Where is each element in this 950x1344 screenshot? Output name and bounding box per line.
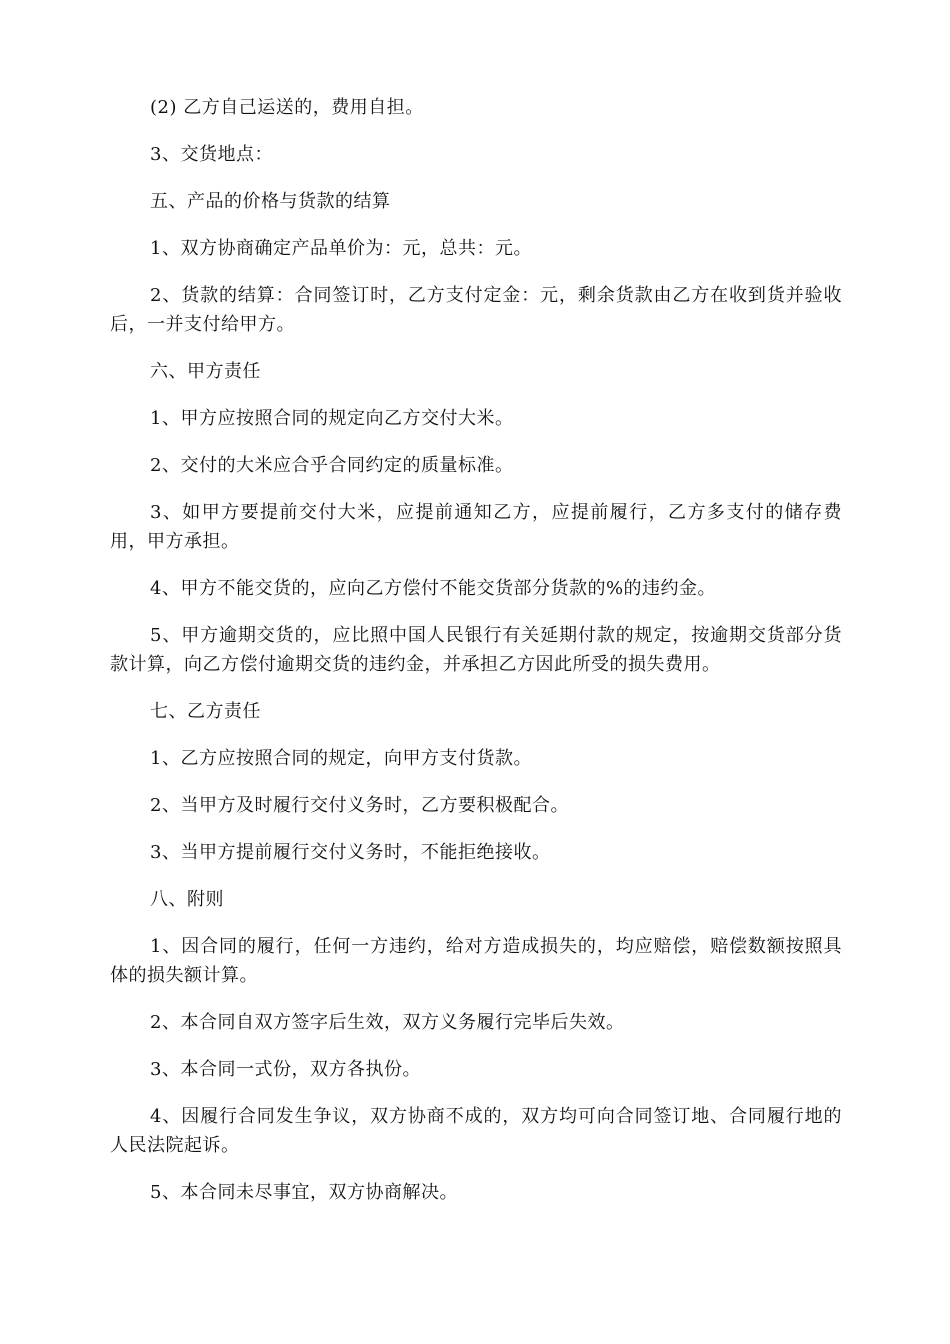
- clause-party-a-quality: 2、交付的大米应合乎合同约定的质量标准。: [150, 455, 514, 476]
- clause-party-a-non-delivery: 4、甲方不能交货的，应向乙方偿付不能交货部分货款的%的违约金。: [150, 578, 717, 599]
- clause-unresolved-matters: 5、本合同未尽事宜，双方协商解决。: [150, 1182, 458, 1203]
- clause-delivery-location: 3、交货地点：: [150, 144, 273, 165]
- clause-party-b-cooperate: 2、当甲方及时履行交付义务时，乙方要积极配合。: [150, 795, 569, 816]
- clause-payment-settlement: 2、货款的结算：合同签订时，乙方支付定金：元，剩余货款由乙方在收到货并验收后，一并支付给甲方。: [110, 285, 842, 335]
- section-heading-party-a: 六、甲方责任: [150, 361, 261, 382]
- clause-copies: 3、本合同一式份，双方各执份。: [150, 1059, 421, 1080]
- section-heading-party-b: 七、乙方责任: [150, 701, 261, 722]
- clause-party-a-early-delivery: 3、如甲方要提前交付大米，应提前通知乙方，应提前履行，乙方多支付的储存费用，甲方承担。: [110, 502, 842, 552]
- clause-effectiveness: 2、本合同自双方签字后生效，双方义务履行完毕后失效。: [150, 1012, 625, 1033]
- clause-party-a-deliver: 1、甲方应按照合同的规定向乙方交付大米。: [150, 408, 514, 429]
- section-heading-price-settlement: 五、产品的价格与货款的结算: [150, 191, 391, 212]
- section-heading-supplementary: 八、附则: [150, 889, 224, 910]
- clause-party-b-accept: 3、当甲方提前履行交付义务时，不能拒绝接收。: [150, 842, 551, 863]
- clause-self-transport: (2) 乙方自己运送的，费用自担。: [150, 97, 424, 118]
- clause-party-b-payment: 1、乙方应按照合同的规定，向甲方支付货款。: [150, 748, 532, 769]
- clause-unit-price: 1、双方协商确定产品单价为：元，总共：元。: [150, 238, 532, 259]
- clause-dispute-resolution: 4、因履行合同发生争议，双方协商不成的，双方均可向合同签订地、合同履行地的人民法院起诉。: [110, 1106, 842, 1156]
- clause-breach-compensation: 1、因合同的履行，任何一方违约，给对方造成损失的，均应赔偿，赔偿数额按照具体的损失额计算。: [110, 936, 842, 986]
- clause-party-a-late-delivery: 5、甲方逾期交货的，应比照中国人民银行有关延期付款的规定，按逾期交货部分货款计算，向乙方偿付逾期交货的违约金，并承担乙方因此所受的损失费用。: [110, 625, 842, 675]
- document-page: [110, 93, 842, 1225]
